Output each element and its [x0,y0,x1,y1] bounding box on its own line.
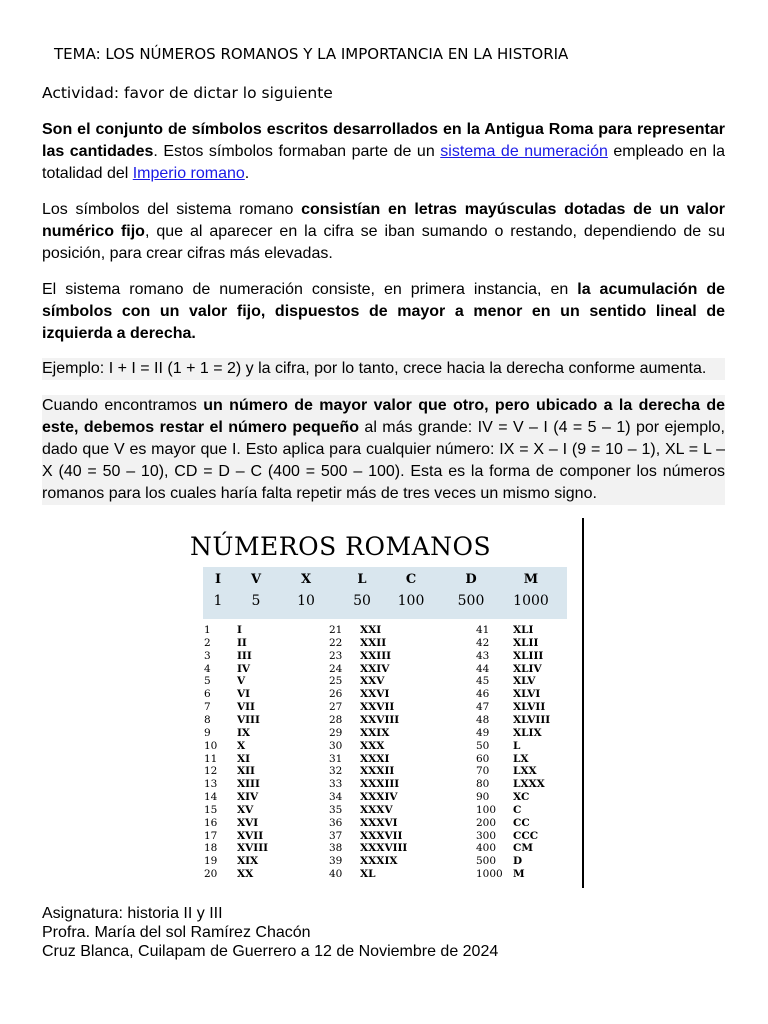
roman-numeral: XXX [360,739,385,752]
roman-numeral: XXXV [360,803,393,816]
roman-numeral: XLI [513,624,534,636]
arabic-number: 5 [204,675,211,688]
arabic-number: 80 [476,778,490,791]
symbols-text-2: , que al aparecer en la cifra se iban sumando o restando, dependiendo de su posición, para crear cifras más elevadas. [42,223,726,262]
arabic-number: 27 [329,701,343,714]
accumulation-bold: la acumulación de símbolos con un valor fijo, dispuestos de mayor a menor en un sentido lineal de izquierda a derecha. [42,281,726,342]
arabic-number: 16 [204,816,218,829]
roman-numeral: XC [513,791,530,804]
roman-numeral: C [513,803,522,816]
arabic-number: 37 [329,829,343,842]
key-symbol: I [214,572,222,587]
roman-numeral: L [513,739,521,752]
subtraction-text-2: al más grande: IV = V – I (4 = 5 – 1) por ejemplo, dado que V es mayor que I. Esto aplica para cualquier número: IX = X – I (9 = 10 – 1), XL = L – X (40 = 50 – 10), CD = D – C (400 = 500 – 100). Esta es la forma de componer los números romanos para los cuales haría falta repetir más de tres veces un mismo signo. [42,419,726,502]
arabic-number: 38 [329,842,343,855]
key-value: 5 [251,593,261,609]
arabic-number: 7 [204,701,211,714]
roman-numeral: XLVI [513,688,541,701]
definition-text-2: empleado en la totalidad del [42,143,726,182]
image-right-border [582,518,584,888]
arabic-number: 22 [329,636,343,649]
roman-numeral: XVII [237,829,264,842]
key-symbol: M [523,572,539,587]
arabic-number: 41 [476,624,490,636]
key-value: 50 [353,593,371,609]
arabic-number: 90 [476,791,490,804]
arabic-number: 6 [204,688,211,701]
arabic-number: 43 [476,649,490,662]
key-symbol: L [357,572,367,587]
arabic-number: 17 [204,829,218,842]
key-symbol: D [465,572,477,587]
arabic-number: 47 [476,701,490,714]
arabic-number: 8 [204,713,211,726]
roman-numeral: II [237,636,247,649]
arabic-number: 200 [476,816,497,829]
roman-numeral: XXII [360,636,387,649]
arabic-number: 10 [204,739,218,752]
arabic-number: 29 [329,726,343,739]
roman-numeral: XXI [360,624,382,636]
key-value: 100 [397,593,425,609]
key-symbol: X [300,572,312,587]
roman-numeral: CC [513,816,530,829]
definition-end: . [244,165,250,182]
arabic-number: 44 [476,662,490,675]
roman-numeral: XXXVIII [360,842,408,855]
arabic-number: 3 [204,649,211,662]
arabic-number: 70 [476,765,490,778]
arabic-number: 31 [329,752,343,765]
roman-numeral: XXXIX [360,855,398,868]
roman-numeral: XLVIII [513,713,551,726]
paragraph-definition [42,119,725,185]
key-value: 10 [297,593,315,609]
roman-numeral: X [237,739,246,752]
arabic-number: 60 [476,752,490,765]
roman-numeral: XXXIV [360,791,398,804]
subject-line: Asignatura: historia II y III [42,905,223,922]
arabic-number: 500 [476,855,497,868]
arabic-number: 14 [204,791,218,804]
arabic-number: 35 [329,803,343,816]
paragraph-symbols [42,199,725,265]
arabic-number: 2 [204,636,211,649]
paragraph-example: Ejemplo: I + I = II (1 + 1 = 2) y la cifra, por lo tanto, crece hacia la derecha conforme aumenta. [42,358,725,380]
arabic-number: 15 [204,803,218,816]
arabic-number: 18 [204,842,218,855]
roman-numeral: XXXVII [360,829,403,842]
roman-numeral: III [237,649,252,662]
roman-numeral: XLIII [513,649,544,662]
arabic-number: 12 [204,765,218,778]
link-imperio-romano[interactable]: Imperio romano [132,165,245,182]
arabic-number: 36 [329,816,343,829]
roman-numeral: XXIII [360,649,392,662]
roman-numeral: CM [513,842,533,855]
roman-numeral: XLV [513,675,536,688]
roman-numeral: XV [237,803,254,816]
roman-numeral: V [237,675,246,688]
key-symbol: C [405,572,417,587]
roman-numeral: XVIII [237,842,269,855]
arabic-number: 49 [476,726,490,739]
arabic-number: 42 [476,636,490,649]
link-sistema-numeracion[interactable]: sistema de numeración [440,143,608,160]
roman-numeral: VIII [237,713,260,726]
roman-numeral: XVI [237,816,259,829]
arabic-number: 33 [329,778,343,791]
arabic-number: 28 [329,713,343,726]
arabic-number: 13 [204,778,218,791]
roman-numeral: IX [237,726,251,739]
roman-numeral: XIV [237,791,259,804]
arabic-number: 34 [329,791,343,804]
roman-numeral: CCC [513,829,539,842]
roman-numeral: XI [237,752,251,765]
roman-numeral: XL [360,868,376,881]
arabic-number: 100 [476,803,497,816]
roman-numeral: XIX [237,855,259,868]
document-topic: TEMA: LOS NÚMEROS ROMANOS Y LA IMPORTANCIA EN LA HISTORIA [54,45,569,63]
roman-numeral: XLIX [513,726,542,739]
arabic-number: 48 [476,713,490,726]
roman-numeral: D [513,855,523,868]
roman-numeral: VII [237,701,255,714]
arabic-number: 25 [329,675,343,688]
arabic-number: 46 [476,688,490,701]
definition-bold: Son el conjunto de símbolos escritos desarrollados en la Antigua Roma para representar las cantidades [42,121,725,160]
roman-numeral: XLII [513,636,539,649]
roman-numeral: XXVIII [360,713,400,726]
arabic-number: 40 [329,868,343,881]
arabic-number: 23 [329,649,343,662]
accumulation-text: El sistema romano de numeración consiste, en primera instancia, en [42,281,578,298]
key-value: 1 [213,593,223,609]
arabic-number: 32 [329,765,343,778]
arabic-number: 4 [204,662,211,675]
activity-line: Actividad: favor de dictar lo siguiente [42,84,333,102]
roman-numeral: XIII [237,778,260,791]
subtraction-text: Cuando encontramos [42,397,204,414]
roman-numeral: XXIV [360,662,390,675]
roman-numeral: LXX [513,765,537,778]
arabic-number: 30 [329,739,343,752]
roman-numeral: XXXII [360,765,395,778]
teacher-line: Profra. María del sol Ramírez Chacón [42,924,311,941]
arabic-number: 400 [476,842,497,855]
roman-numeral: XXV [360,675,385,688]
roman-numeral: XII [237,765,255,778]
arabic-number: 300 [476,829,497,842]
arabic-number: 21 [329,624,343,636]
arabic-number: 1 [204,624,211,636]
roman-numeral: XXXVI [360,816,398,829]
roman-numeral: I [237,624,242,636]
roman-numeral: XXVI [360,688,390,701]
roman-numeral: XLVII [513,701,546,714]
key-value: 500 [457,593,485,609]
arabic-number: 1000 [476,868,503,881]
arabic-number: 26 [329,688,343,701]
subtraction-bold: un número de mayor valor que otro, pero ubicado a la derecha de este, debemos restar el número pequeño [42,397,726,436]
roman-numeral: XLIV [513,662,542,675]
roman-numeral: IV [237,662,251,675]
definition-text: . Estos símbolos formaban parte de un [153,143,441,160]
roman-numeral: VI [237,688,251,701]
roman-numeral: XX [237,868,254,881]
paragraph-accumulation [42,279,725,345]
arabic-number: 20 [204,868,218,881]
symbols-text: Los símbolos del sistema romano [42,201,302,218]
roman-numeral: XXVII [360,701,395,714]
arabic-number: 9 [204,726,211,739]
roman-numeral: XXIX [360,726,390,739]
key-symbol: V [250,572,262,587]
paragraph-subtraction [42,395,725,505]
arabic-number: 19 [204,855,218,868]
footer-block [42,904,498,961]
key-value: 1000 [513,593,549,609]
arabic-number: 11 [204,752,218,765]
roman-numeral: LXXX [513,778,545,791]
arabic-number: 45 [476,675,490,688]
arabic-number: 24 [329,662,343,675]
arabic-number: 39 [329,855,343,868]
arabic-number: 50 [476,739,490,752]
place-date-line: Cruz Blanca, Cuilapam de Guerrero a 12 de Noviembre de 2024 [42,943,499,960]
roman-numeral: XXXI [360,752,390,765]
roman-numeral: M [513,868,525,881]
roman-numeral: XXXIII [360,778,400,791]
symbols-bold: consistían en letras mayúsculas dotadas de un valor numérico fijo [42,201,725,240]
roman-numeral: LX [513,752,529,765]
image-title: NÚMEROS ROMANOS [190,532,492,561]
